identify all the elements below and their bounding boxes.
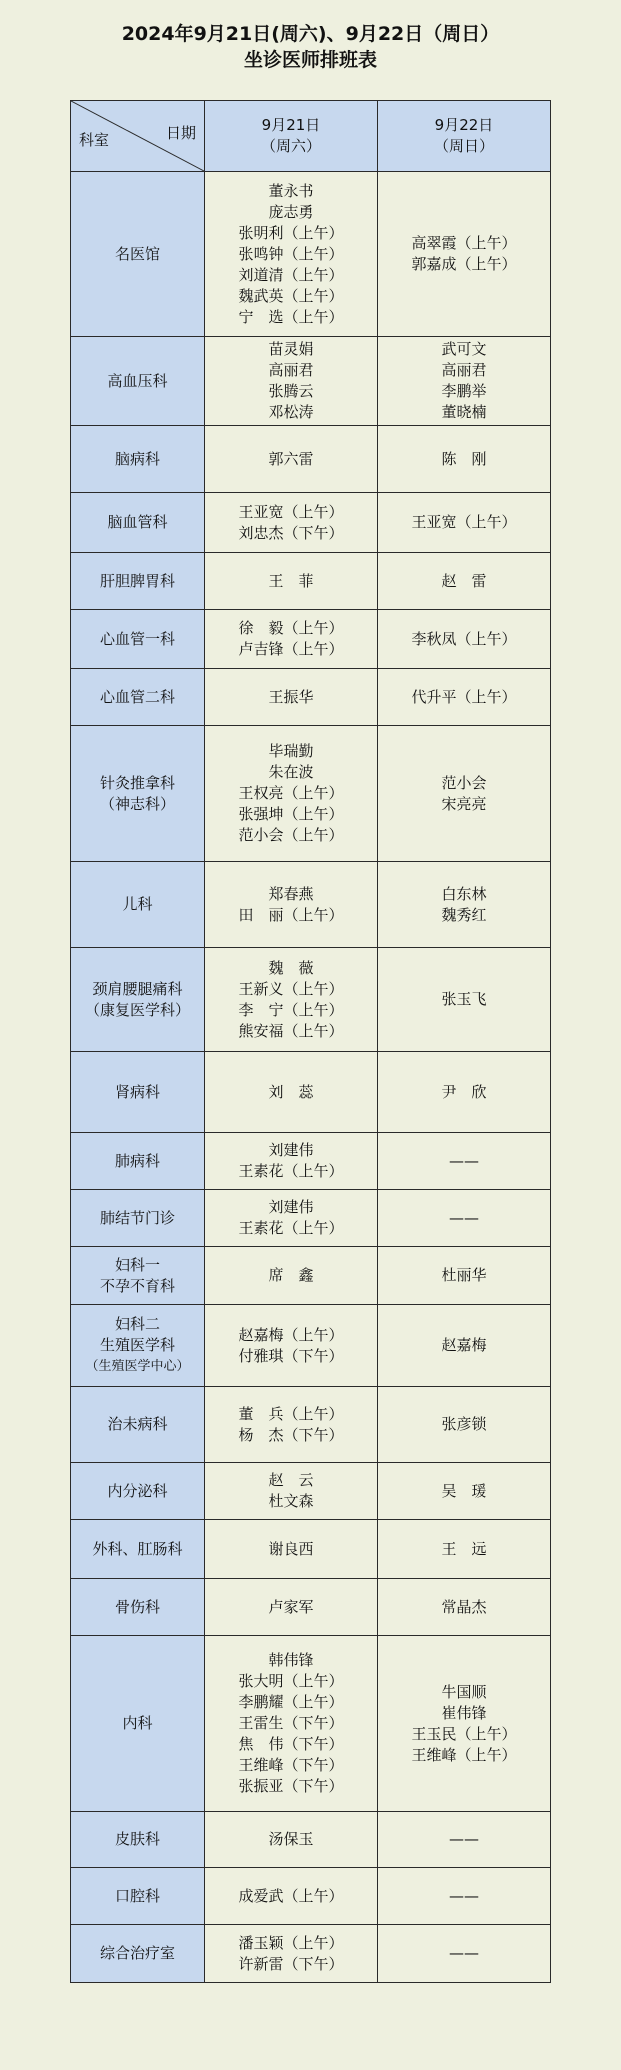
- doctor-entry: ——: [449, 1886, 479, 1905]
- table-row: [71, 669, 551, 726]
- table-row: [71, 1868, 551, 1925]
- table-row: [71, 1247, 551, 1305]
- doctor-entry: 李鹏举: [441, 382, 487, 400]
- doctor-entry: 宁 选（上午）: [238, 307, 344, 326]
- sat-cell: [205, 862, 378, 948]
- sun-cell: [378, 426, 551, 493]
- page-subtitle: 坐诊医师排班表: [243, 49, 377, 71]
- doctor-entry: 魏 薇: [268, 958, 314, 977]
- doctor-entry: ——: [449, 1208, 479, 1227]
- doctor-entry: 刘 蕊: [268, 1082, 314, 1101]
- dept-cell: [71, 1868, 205, 1925]
- doctor-entry: 焦 伟（下午）: [238, 1735, 344, 1753]
- sat-cell: [205, 1579, 378, 1636]
- dept-name: 治未病科: [107, 1415, 168, 1433]
- table-row: [71, 1305, 551, 1387]
- doctor-entry: 王维峰（上午）: [411, 1745, 517, 1764]
- sun-cell: [378, 1305, 551, 1387]
- dept-name: 口腔科: [114, 1886, 160, 1905]
- table-row: [71, 726, 551, 862]
- dept-cell: [71, 1520, 205, 1579]
- dept-name: 皮肤科: [114, 1830, 160, 1848]
- doctor-entry: 董晓楠: [441, 403, 487, 421]
- sun-cell: [378, 726, 551, 862]
- table-row: [71, 948, 551, 1052]
- dept-cell: [71, 1305, 205, 1387]
- doctor-entry: 高丽君: [441, 361, 487, 379]
- doctor-entry: 王素花（上午）: [238, 1219, 344, 1237]
- doctor-entry: 郭六雷: [268, 449, 314, 468]
- doctor-entry: 郑春燕: [268, 884, 314, 903]
- table-row: [71, 1812, 551, 1868]
- table-row: [71, 1387, 551, 1463]
- dept-cell: [71, 862, 205, 948]
- doctor-entry: 徐 毅（上午）: [238, 619, 344, 637]
- dept-name: 肺结节门诊: [99, 1208, 175, 1227]
- dept-cell: [71, 1247, 205, 1305]
- corner-date-label: 日期: [165, 124, 196, 142]
- sun-cell: [378, 1463, 551, 1520]
- table-row: [71, 337, 551, 426]
- table-row: [71, 1520, 551, 1579]
- doctor-entry: 赵嘉梅（上午）: [238, 1325, 344, 1344]
- doctor-entry: 田 丽（上午）: [238, 905, 344, 924]
- doctor-entry: 陈 刚: [441, 449, 487, 468]
- page-title: 2024年9月21日(周六)、9月22日（周日）: [121, 23, 500, 45]
- table-row: [71, 172, 551, 337]
- dept-name: 肝胆脾胃科: [99, 571, 175, 590]
- dept-cell: [71, 1387, 205, 1463]
- dept-name: （神志科）: [99, 794, 175, 813]
- sun-cell: [378, 669, 551, 726]
- sun-cell: [378, 1868, 551, 1925]
- sat-cell: [205, 426, 378, 493]
- doctor-entry: 王亚宽（上午）: [238, 502, 344, 521]
- sat-cell: [205, 1868, 378, 1925]
- dept-name: 综合治疗室: [99, 1944, 175, 1962]
- dept-cell: [71, 726, 205, 862]
- sat-cell: [205, 726, 378, 862]
- table-row: [71, 862, 551, 948]
- dept-cell: [71, 337, 205, 426]
- dept-name: 骨伤科: [114, 1597, 160, 1616]
- doctor-entry: 毕瑞勤: [268, 742, 314, 760]
- sat-cell: [205, 1052, 378, 1133]
- sun-cell: [378, 172, 551, 337]
- table-row: [71, 1579, 551, 1636]
- doctor-entry: 许新雷（下午）: [238, 1954, 344, 1973]
- table-row: [71, 1052, 551, 1133]
- dept-cell: [71, 1133, 205, 1190]
- column-date: 9月21日: [261, 116, 321, 134]
- dept-name: 颈肩腰腿痛科: [92, 979, 183, 998]
- sun-cell: [378, 1052, 551, 1133]
- sun-cell: [378, 1812, 551, 1868]
- doctor-entry: 杜文森: [268, 1492, 314, 1510]
- doctor-entry: 卢吉锋（上午）: [238, 640, 344, 658]
- doctor-entry: 张鸣钟（上午）: [238, 244, 344, 263]
- table-header-row: [71, 101, 551, 172]
- dept-name: （康复医学科）: [84, 1000, 190, 1019]
- sat-cell: [205, 610, 378, 669]
- doctor-entry: 卢家军: [268, 1597, 314, 1616]
- doctor-entry: 魏武英（上午）: [238, 286, 344, 305]
- dept-name: 生殖医学科: [99, 1336, 175, 1354]
- doctor-entry: 魏秀红: [441, 905, 487, 924]
- sun-cell: [378, 493, 551, 553]
- dept-name: 妇科二: [114, 1315, 160, 1333]
- doctor-entry: 郭嘉成（上午）: [411, 255, 517, 273]
- table-row: [71, 553, 551, 610]
- sat-cell: [205, 1812, 378, 1868]
- doctor-entry: 谢良西: [268, 1539, 314, 1558]
- doctor-entry: 崔伟锋: [441, 1703, 487, 1722]
- doctor-entry: 张玉飞: [441, 990, 487, 1008]
- doctor-entry: 潘玉颖（上午）: [238, 1933, 344, 1952]
- sat-cell: [205, 1387, 378, 1463]
- doctor-entry: ——: [449, 1151, 479, 1170]
- table-row: [71, 1925, 551, 1983]
- doctor-entry: 苗灵娟: [268, 340, 314, 358]
- column-header-sun: [378, 101, 551, 172]
- sat-cell: [205, 553, 378, 610]
- sun-cell: [378, 1579, 551, 1636]
- sun-cell: [378, 1636, 551, 1812]
- sat-cell: [205, 337, 378, 426]
- dept-cell: [71, 1812, 205, 1868]
- doctor-entry: 董 兵（上午）: [238, 1404, 344, 1423]
- dept-cell: [71, 1190, 205, 1247]
- table-row: [71, 1463, 551, 1520]
- dept-name: 心血管一科: [99, 629, 175, 648]
- corner-cell: [71, 101, 205, 172]
- table-row: [71, 426, 551, 493]
- schedule-table: [70, 100, 551, 1983]
- doctor-entry: 尹 欣: [441, 1082, 487, 1101]
- doctor-entry: 刘道清（上午）: [238, 265, 344, 284]
- doctor-entry: 付雅琪（下午）: [238, 1346, 344, 1365]
- sun-cell: [378, 337, 551, 426]
- doctor-entry: 宋亮亮: [441, 794, 487, 813]
- doctor-entry: 张明利（上午）: [238, 223, 344, 242]
- dept-cell: [71, 172, 205, 337]
- dept-cell: [71, 610, 205, 669]
- doctor-entry: 席 鑫: [268, 1266, 314, 1284]
- doctor-entry: 牛国顺: [441, 1682, 487, 1701]
- doctor-entry: 白东林: [441, 884, 487, 903]
- doctor-entry: 杨 杰（下午）: [238, 1425, 344, 1444]
- sun-cell: [378, 1247, 551, 1305]
- dept-cell: [71, 1579, 205, 1636]
- sun-cell: [378, 1190, 551, 1247]
- dept-cell: [71, 493, 205, 553]
- sat-cell: [205, 669, 378, 726]
- column-weekday: （周六）: [260, 137, 321, 155]
- sat-cell: [205, 493, 378, 553]
- doctor-entry: 熊安福（上午）: [238, 1021, 344, 1040]
- table-row: [71, 1133, 551, 1190]
- doctor-entry: 赵嘉梅: [441, 1336, 487, 1354]
- dept-name: 肺病科: [114, 1151, 160, 1170]
- sat-cell: [205, 1247, 378, 1305]
- doctor-entry: 韩伟锋: [268, 1651, 314, 1669]
- doctor-entry: 张彦锁: [441, 1415, 487, 1433]
- doctor-entry: 张强坤（上午）: [238, 805, 344, 823]
- dept-name: 高血压科: [107, 371, 168, 390]
- doctor-entry: 王 菲: [268, 571, 314, 590]
- column-date: 9月22日: [434, 116, 494, 134]
- sat-cell: [205, 1133, 378, 1190]
- doctor-entry: 王权亮（上午）: [238, 784, 344, 802]
- column-weekday: （周日）: [433, 137, 494, 155]
- sun-cell: [378, 1925, 551, 1983]
- sun-cell: [378, 553, 551, 610]
- dept-name: 妇科一: [114, 1255, 160, 1274]
- doctor-entry: 王维峰（下午）: [238, 1756, 344, 1774]
- sun-cell: [378, 1520, 551, 1579]
- sat-cell: [205, 172, 378, 337]
- doctor-entry: 武可文: [441, 340, 487, 358]
- sat-cell: [205, 1636, 378, 1812]
- doctor-entry: 李秋凤（上午）: [411, 629, 517, 648]
- doctor-entry: 赵 云: [268, 1471, 314, 1489]
- dept-name: 肾病科: [114, 1082, 160, 1101]
- doctor-entry: 王振华: [268, 687, 314, 706]
- doctor-entry: 高翠霞（上午）: [411, 234, 517, 252]
- sat-cell: [205, 1463, 378, 1520]
- sat-cell: [205, 948, 378, 1052]
- table-row: [71, 610, 551, 669]
- dept-name: 内科: [122, 1714, 153, 1732]
- dept-cell: [71, 1636, 205, 1812]
- doctor-entry: 王 远: [441, 1539, 487, 1558]
- dept-name: （生殖医学中心）: [85, 1359, 190, 1374]
- doctor-entry: ——: [449, 1944, 479, 1962]
- dept-name: 不孕不育科: [99, 1276, 175, 1295]
- doctor-entry: 庞志勇: [268, 202, 314, 221]
- corner-dept-label: 科室: [79, 131, 110, 149]
- doctor-entry: 朱在波: [268, 763, 314, 781]
- doctor-entry: 王玉民（上午）: [411, 1724, 517, 1743]
- sun-cell: [378, 948, 551, 1052]
- sat-cell: [205, 1925, 378, 1983]
- doctor-entry: 李 宁（上午）: [238, 1000, 344, 1019]
- doctor-entry: 杜丽华: [441, 1266, 487, 1284]
- doctor-entry: 刘建伟: [268, 1198, 314, 1216]
- dept-name: 外科、肛肠科: [92, 1539, 183, 1558]
- sun-cell: [378, 610, 551, 669]
- doctor-entry: 成爱武（上午）: [238, 1886, 344, 1905]
- doctor-entry: 高丽君: [268, 361, 314, 379]
- doctor-entry: ——: [449, 1830, 479, 1848]
- dept-cell: [71, 669, 205, 726]
- doctor-entry: 董永书: [268, 181, 314, 200]
- sat-cell: [205, 1190, 378, 1247]
- doctor-entry: 赵 雷: [441, 571, 487, 590]
- dept-cell: [71, 948, 205, 1052]
- doctor-entry: 汤保玉: [268, 1830, 314, 1848]
- doctor-entry: 刘忠杰（下午）: [238, 523, 344, 542]
- dept-name: 心血管二科: [99, 687, 175, 706]
- dept-name: 针灸推拿科: [99, 773, 175, 792]
- doctor-entry: 张振亚（下午）: [238, 1777, 344, 1795]
- dept-cell: [71, 1925, 205, 1983]
- doctor-entry: 代升平（上午）: [411, 687, 517, 706]
- dept-name: 名医馆: [114, 244, 160, 263]
- doctor-entry: 王素花（上午）: [238, 1162, 344, 1180]
- dept-cell: [71, 1463, 205, 1520]
- dept-name: 内分泌科: [107, 1481, 168, 1500]
- dept-cell: [71, 1052, 205, 1133]
- table-row: [71, 1636, 551, 1812]
- sun-cell: [378, 862, 551, 948]
- doctor-entry: 王新义（上午）: [238, 979, 344, 998]
- doctor-entry: 李鹏耀（上午）: [238, 1693, 344, 1711]
- doctor-entry: 张腾云: [268, 382, 314, 400]
- table-row: [71, 1190, 551, 1247]
- doctor-entry: 吴 瑗: [441, 1481, 487, 1500]
- doctor-entry: 范小会（上午）: [238, 826, 344, 844]
- sun-cell: [378, 1133, 551, 1190]
- dept-cell: [71, 426, 205, 493]
- doctor-entry: 邓松涛: [268, 403, 314, 421]
- sun-cell: [378, 1387, 551, 1463]
- doctor-entry: 张大明（上午）: [238, 1672, 344, 1690]
- dept-name: 脑病科: [114, 449, 160, 468]
- doctor-entry: 常晶杰: [441, 1597, 487, 1616]
- dept-name: 脑血管科: [107, 513, 168, 531]
- dept-name: 儿科: [122, 895, 153, 913]
- doctor-entry: 王亚宽（上午）: [411, 513, 517, 531]
- sat-cell: [205, 1305, 378, 1387]
- column-header-sat: [205, 101, 378, 172]
- table-row: [71, 493, 551, 553]
- doctor-entry: 王雷生（下午）: [238, 1714, 344, 1732]
- sat-cell: [205, 1520, 378, 1579]
- doctor-entry: 范小会: [441, 773, 487, 792]
- doctor-entry: 刘建伟: [268, 1141, 314, 1159]
- dept-cell: [71, 553, 205, 610]
